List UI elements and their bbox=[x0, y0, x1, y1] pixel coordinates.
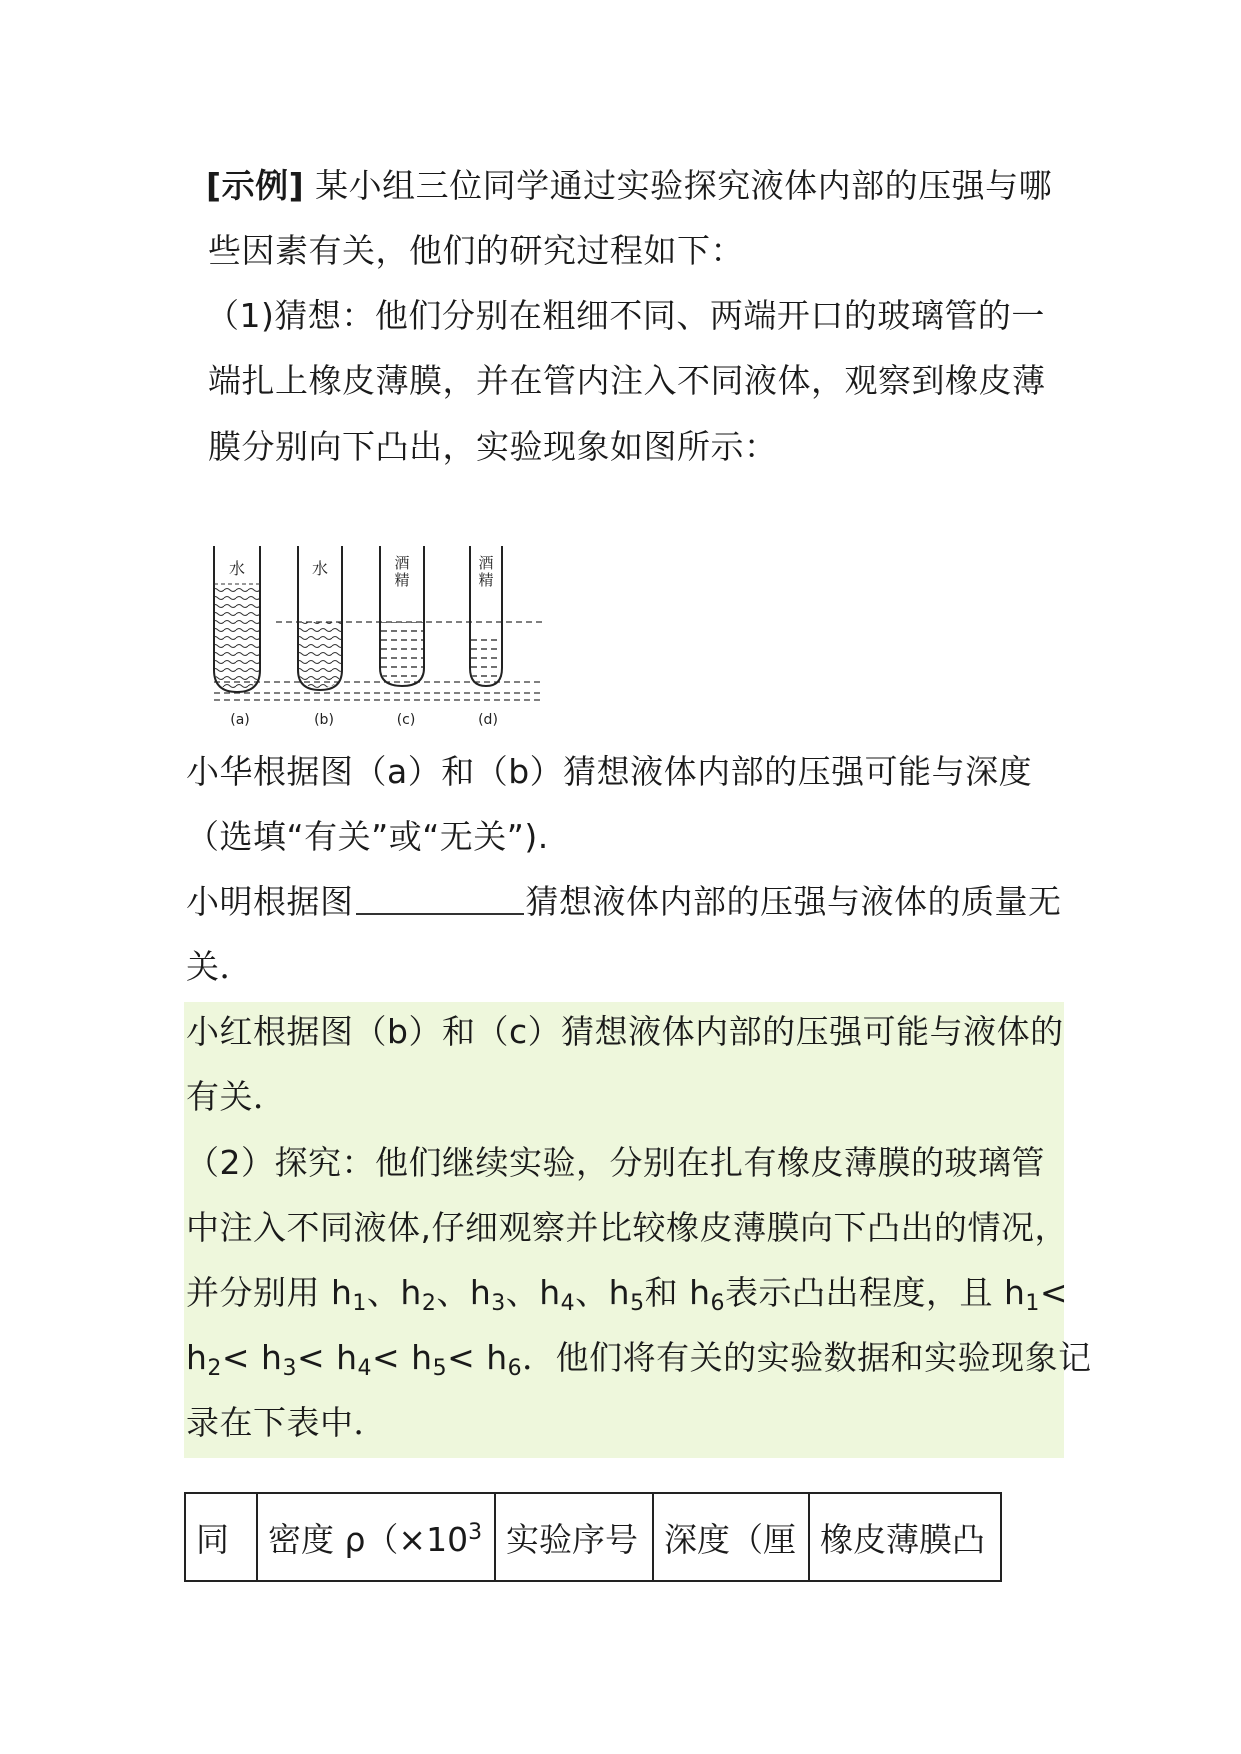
tube-c bbox=[380, 546, 424, 728]
text-segment: < h bbox=[447, 1338, 508, 1377]
text-segment: 和 h bbox=[644, 1273, 711, 1312]
part2-line-5: 录在下表中． bbox=[186, 1403, 387, 1442]
tube-a-liquid: 水 bbox=[228, 559, 246, 578]
tube-a-label: (a) bbox=[230, 712, 250, 728]
part2-line-4 bbox=[186, 1338, 1092, 1381]
text-segment: 、h bbox=[505, 1273, 561, 1312]
xiaoming-line-2: 关． bbox=[186, 947, 253, 986]
table-header-row bbox=[185, 1493, 1001, 1581]
example-tag: [示例] bbox=[206, 166, 305, 205]
part2-line-1: （2）探究：他们继续实验，分别在扎有橡皮薄膜的玻璃管 bbox=[186, 1143, 1045, 1182]
table-header-cell bbox=[257, 1493, 495, 1581]
tube-d-label: (d) bbox=[478, 712, 498, 728]
xiaohong-line-2: 有关． bbox=[186, 1077, 287, 1116]
text-segment: < h bbox=[221, 1338, 283, 1377]
text-segment: < bbox=[1039, 1273, 1069, 1312]
subscript: 6 bbox=[710, 1291, 725, 1316]
part2-line-3 bbox=[186, 1273, 1069, 1316]
test-tube-figure bbox=[200, 546, 560, 736]
part1-line-3: 膜分别向下凸出，实验现象如图所示： bbox=[208, 427, 778, 466]
tube-a bbox=[214, 546, 260, 728]
subscript: 5 bbox=[432, 1356, 448, 1381]
subscript: 1 bbox=[1025, 1291, 1040, 1316]
table-header-cell: 实验序号 bbox=[495, 1493, 653, 1581]
xiaohua-line-2: （选填“有关”或“无关”). bbox=[186, 817, 549, 856]
text-segment: 、h bbox=[436, 1273, 492, 1312]
xiaohua-line-1: 小华根据图（a）和（b）猜想液体内部的压强可能与深度 bbox=[186, 752, 1033, 791]
subscript: 4 bbox=[560, 1291, 576, 1316]
subscript: 2 bbox=[421, 1291, 437, 1316]
text-segment: < h bbox=[296, 1338, 358, 1377]
tube-b bbox=[298, 546, 342, 728]
text-segment: ．他们将有关的实验数据和实验现象记 bbox=[522, 1338, 1092, 1377]
part1-line-2: 端扎上橡皮薄膜，并在管内注入不同液体，观察到橡皮薄 bbox=[208, 361, 1046, 400]
intro-line-2: 些因素有关，他们的研究过程如下： bbox=[208, 231, 744, 270]
text-segment: < h bbox=[372, 1338, 433, 1377]
subscript: 6 bbox=[507, 1356, 523, 1381]
tube-c-liquid: 酒精 bbox=[394, 554, 410, 589]
table-header-cell: 橡皮薄膜凸 bbox=[809, 1493, 1001, 1581]
text-segment: h bbox=[186, 1338, 208, 1377]
subscript: 1 bbox=[352, 1291, 367, 1316]
tube-c-label: (c) bbox=[396, 712, 416, 728]
table-header-cell: 深度（厘 bbox=[653, 1493, 809, 1581]
xiaoming-text-start: 小明根据图 bbox=[186, 882, 354, 921]
data-table bbox=[184, 1492, 1002, 1582]
subscript: 5 bbox=[630, 1291, 645, 1316]
xiaoming-line-1 bbox=[186, 882, 1062, 922]
superscript: 3 bbox=[468, 1519, 483, 1545]
text-segment: 、h bbox=[366, 1273, 422, 1312]
tube-d bbox=[470, 546, 502, 728]
part1-line-1: （1)猜想：他们分别在粗细不同、两端开口的玻璃管的一 bbox=[206, 296, 1045, 335]
tube-b-label: (b) bbox=[314, 712, 334, 728]
tube-d-liquid: 酒精 bbox=[478, 554, 494, 589]
part2-line-2: 中注入不同液体,仔细观察并比较橡皮薄膜向下凸出的情况， bbox=[186, 1208, 1068, 1247]
text-segment: 、h bbox=[575, 1273, 631, 1312]
header-text: 密度 ρ（×10 bbox=[268, 1519, 469, 1559]
subscript: 2 bbox=[207, 1356, 222, 1381]
intro-line-1 bbox=[206, 166, 1052, 206]
table-header-cell: 同 bbox=[185, 1493, 257, 1581]
xiaoming-text-end: 猜想液体内部的压强与液体的质量无 bbox=[525, 882, 1062, 921]
intro-text-1: 某小组三位同学通过实验探究液体内部的压强与哪 bbox=[315, 166, 1053, 205]
text-segment: 并分别用 h bbox=[186, 1273, 353, 1312]
answer-blank[interactable] bbox=[356, 885, 524, 915]
text-segment: 表示凸出程度，且 h bbox=[725, 1273, 1026, 1312]
subscript: 3 bbox=[491, 1291, 506, 1316]
subscript: 3 bbox=[282, 1356, 297, 1381]
xiaohong-line-1: 小红根据图（b）和（c）猜想液体内部的压强可能与液体的 bbox=[186, 1012, 1064, 1051]
tube-b-liquid: 水 bbox=[311, 559, 329, 578]
subscript: 4 bbox=[357, 1356, 373, 1381]
